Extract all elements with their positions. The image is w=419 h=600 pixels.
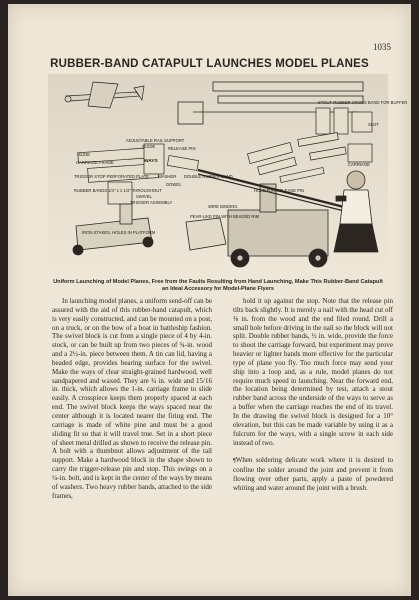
label-carriage-frame: CARRIAGE FRAME: [76, 160, 114, 165]
label-trigger-stop: TRIGGER STOP PERFORATED PLATE: [74, 174, 150, 179]
article-column-right: [233, 297, 393, 493]
label-iron-stakes: IRON STAKES, HOLES IN PLATFORM: [82, 230, 156, 235]
label-hole-pin: HOLE FOR RELEASE PIN: [254, 188, 305, 193]
label-wire-binding: WIRE BINDING: [208, 204, 238, 209]
magazine-page: [8, 4, 411, 596]
body-paragraph: hold it up against the stop. Note that the release pin tilts back slightly. It is merely a nail with the head cut off ⅜ in. from the wood and the end filed round. Drill a small hole before driving in the nail so the block will not split. Double rubber bands, ½ in. wide, provide the force to shoot the carriage forward, but experiment may prove heavier or lighter bands more effective for the particular type of plane you fly. Too much force may send your ship into a loop and, as a rule, model planes do not require much speed in launching. Near the forward end, the location being determined by test, attach a stout rubber band across the underside of the ways to serve as a buffer when the carriage reaches the end of its travel. In the drawing the swivel block is designed for a 10° elevation, but this can be made variable by using it as a fulcrum for the ways, with a single screw in each side instead of two.: [233, 297, 393, 447]
catapult-illustration: [48, 74, 408, 274]
label-double-band: DOUBLE RUBBER BAND: [184, 174, 233, 179]
illustration-svg: [48, 74, 408, 274]
label-washer: WASHER: [158, 174, 177, 179]
figure-caption: Uniform Launching of Model Planes, Free from the Faults Resulting from Hand Launching, Make This Rubber-Band Catapult an Ideal Accessory for Model-Plane Flyers: [53, 279, 383, 293]
body-paragraph: In launching model planes, a uniform send-off can be assured with the aid of this rubber-band catapult, which is very easily constructed, and can be mounted on a post, on a truck, or on the bow of a boat in battleship fashion. The swivel block is cut from a single piece of 4 by 4-in. stock, or can be built up from two pieces of ¾-in. wood and a 2½-in. piece between them. A tin can lid, having a beaded edge, provides bearing surface for the swivel. Make the ways of clear straight-grained hardwood, well sandpapered and waxed. They are ¾ in. wide and 15/16 in. thick, which allows the 1-in. carriage frame to slide easily. A crosspiece keeps them properly spaced at each end. The swivel block keeps the ways spaced near the center although it is located nearer the firing end. The carriage is made of white pine and must be a good sliding fit so that it will travel true. Set in a short piece of sheet metal drilled as shown to receive the release pin. A bolt with a thumbnut allows adjustment of the tail support. Make a hardwood block in the shape shown to carry the trigger-release pin and stop. This swings on a ¼-in. bolt, and is kept in the center of the ways by means of washers. Two heavy rubber bands, attached to the side frames,: [52, 297, 212, 500]
label-ways: WAYS: [144, 159, 158, 164]
note-mark: ¶: [233, 458, 236, 465]
label-slot: SLOT: [368, 122, 379, 127]
label-stout-band: STOUT RUBBER CROSS BAND FOR BUFFER: [318, 100, 408, 105]
label-carriage: CARRIAGE: [348, 162, 370, 167]
label-slide: SLIDE: [78, 152, 91, 157]
note-text: When soldering delicate work where it is desired to confine the solder around the joint and prevent it from flowing over other parts, apply a paste of powdered whiting and water around the joint with a brush.: [233, 456, 393, 492]
label-pull-pin: PEAR-LIKE PIN WITH BEADED RIM: [190, 214, 260, 219]
label-release-pin: RELEASE PIN: [168, 146, 196, 151]
soldering-note: [233, 456, 393, 492]
page-number: 1035: [373, 42, 391, 52]
article-column-left: [52, 297, 212, 500]
label-dowel: DOWEL: [166, 182, 182, 187]
label-guide: GUIDE: [142, 144, 156, 149]
label-rubber-bands: RUBBER BANDS 1/4" x 1 1/4" THROUGHOUT: [74, 188, 162, 193]
label-adjustable-rail: ADJUSTABLE RAIL SUPPORT: [126, 138, 185, 143]
article-title: RUBBER-BAND CATAPULT LAUNCHES MODEL PLANES: [50, 58, 369, 70]
label-swivel: SWIVEL: [136, 194, 152, 199]
label-trigger-assembly: TRIGGER ASSEMBLY: [130, 200, 173, 205]
